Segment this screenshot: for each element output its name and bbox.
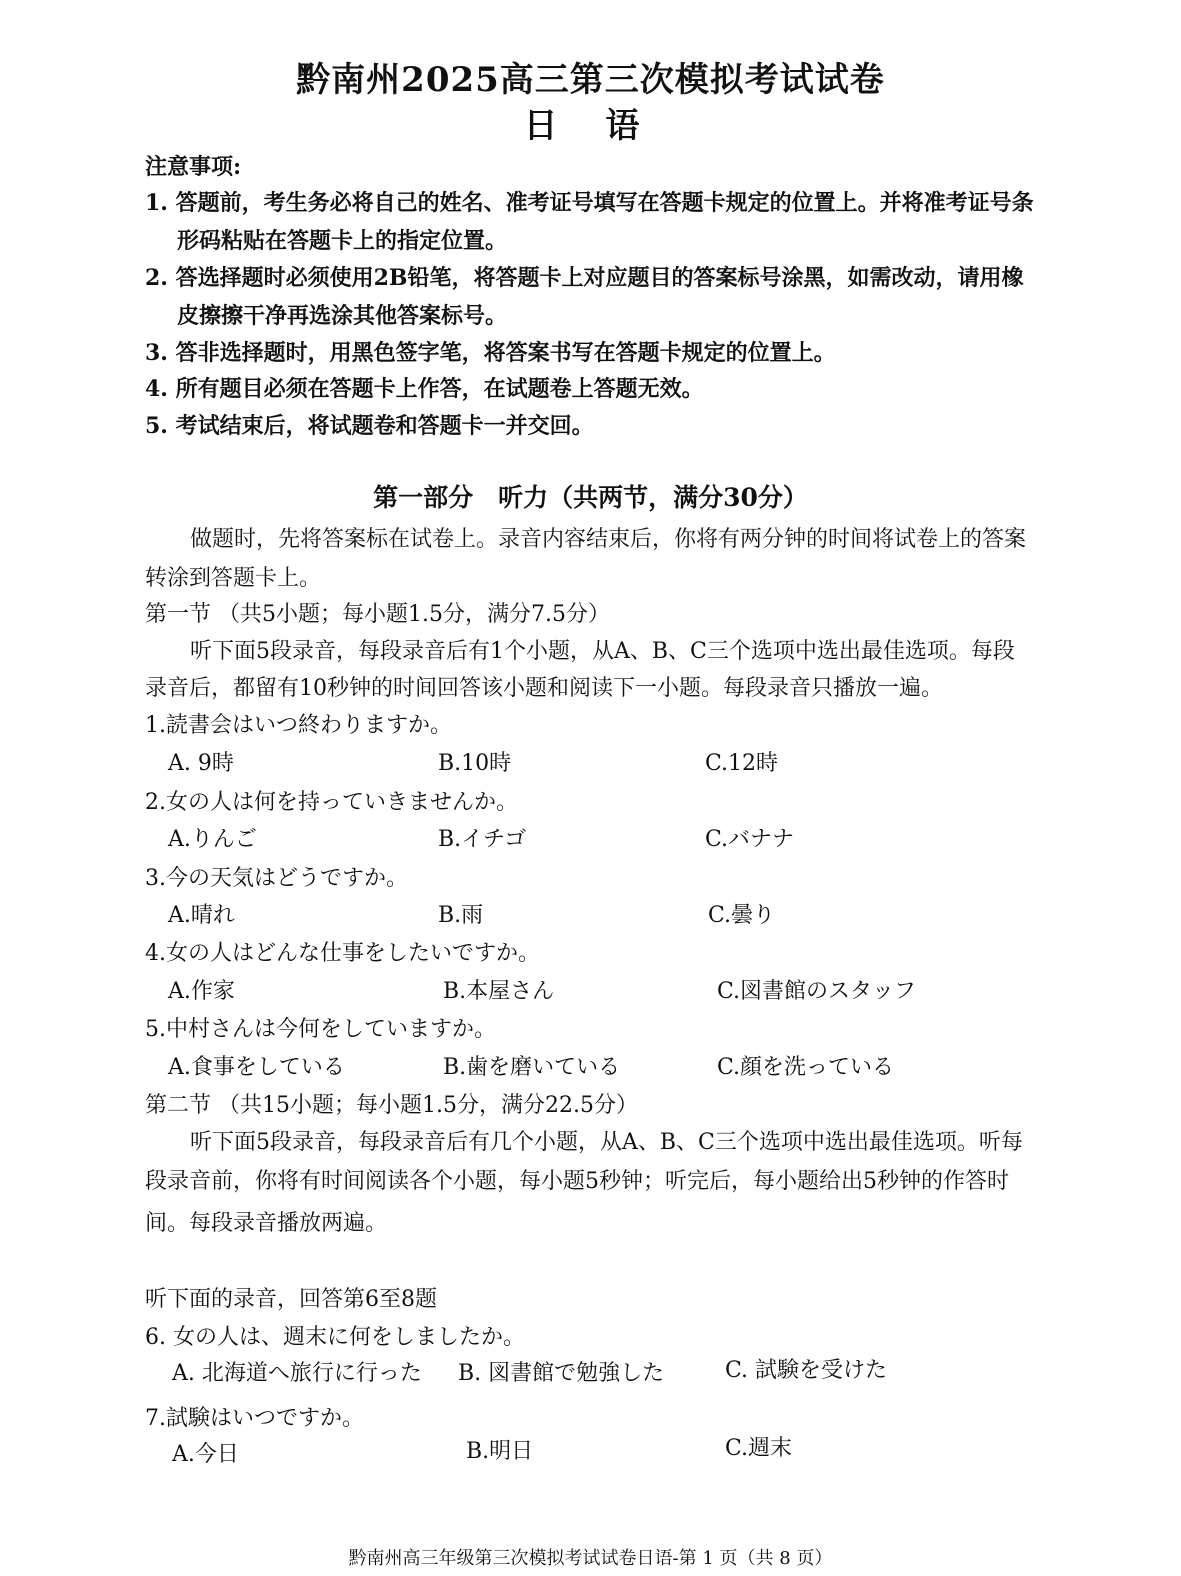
question-7: 7.試験はいつですか。 bbox=[145, 1406, 364, 1431]
section1-instr-line1: 听下面5段录音，每段录音后有1个小题，从A、B、C三个选项中选出最佳选项。每段 bbox=[190, 639, 1015, 664]
q7-option-b: B.明日 bbox=[466, 1439, 534, 1464]
question-3: 3.今の天気はどうですか。 bbox=[145, 866, 408, 891]
q2-option-b: B.イチゴ bbox=[438, 827, 527, 852]
section2-instr-line3: 间。每段录音播放两遍。 bbox=[145, 1211, 388, 1236]
q4-option-b: B.本屋さん bbox=[443, 979, 555, 1004]
section2-instr-line2: 段录音前，你将有时间阅读各个小题，每小题5秒钟；听完后，每小题给出5秒钟的作答时 bbox=[145, 1169, 1009, 1194]
notice-item-1-cont: 形码粘贴在答题卡上的指定位置。 bbox=[177, 228, 508, 254]
q4-option-a: A.作家 bbox=[168, 979, 235, 1004]
notice-item-1: 1. 答题前，考生务必将自己的姓名、准考证号填写在答题卡规定的位置上。并将准考证号条 bbox=[145, 190, 1034, 216]
question-2: 2.女の人は何を持っていきませんか。 bbox=[145, 790, 518, 815]
q3-option-a: A.晴れ bbox=[168, 903, 235, 928]
question-6: 6. 女の人は、週末に何をしましたか。 bbox=[145, 1325, 525, 1350]
q5-option-a: A.食事をしている bbox=[168, 1055, 345, 1080]
group-intro-6-8: 听下面的录音，回答第6至8题 bbox=[145, 1287, 437, 1312]
section1-heading: 第一节 （共5小题；每小题1.5分，满分7.5分） bbox=[145, 602, 610, 627]
q7-option-a: A.今日 bbox=[172, 1442, 239, 1467]
section2-instr-line1: 听下面5段录音，每段录音后有几个小题，从A、B、C三个选项中选出最佳选项。听每 bbox=[190, 1130, 1023, 1155]
q1-option-c: C.12時 bbox=[705, 751, 779, 776]
q1-option-b: B.10時 bbox=[438, 751, 512, 776]
q6-option-a: A. 北海道へ旅行に行った bbox=[172, 1361, 422, 1386]
section2-heading: 第二节 （共15小题；每小题1.5分，满分22.5分） bbox=[145, 1093, 638, 1118]
exam-title: 黔南州2025高三第三次模拟考试试卷 bbox=[296, 60, 885, 100]
q2-option-c: C.バナナ bbox=[705, 827, 795, 852]
q6-option-b: B. 図書館で勉強した bbox=[458, 1361, 665, 1386]
notice-heading: 注意事项: bbox=[145, 154, 242, 180]
question-1: 1.読書会はいつ終わりますか。 bbox=[145, 713, 452, 738]
notice-item-5: 5. 考试结束后，将试题卷和答题卡一并交回。 bbox=[145, 413, 594, 439]
q6-option-c: C. 試験を受けた bbox=[725, 1358, 888, 1383]
notice-item-3: 3. 答非选择题时，用黑色签字笔，将答案书写在答题卡规定的位置上。 bbox=[145, 340, 836, 366]
notice-item-2: 2. 答选择题时必须使用2B铅笔，将答题卡上对应题目的答案标号涂黑，如需改动，请用橡 bbox=[145, 265, 1024, 291]
question-4: 4.女の人はどんな仕事をしたいですか。 bbox=[145, 941, 540, 966]
q4-option-c: C.図書館のスタッフ bbox=[717, 979, 917, 1004]
q3-option-c: C.曇り bbox=[708, 903, 776, 928]
question-5: 5.中村さんは今何をしていますか。 bbox=[145, 1017, 496, 1042]
q3-option-b: B.雨 bbox=[438, 903, 484, 928]
subject-title: 日 语 bbox=[523, 106, 658, 146]
q2-option-a: A.りんご bbox=[168, 827, 257, 852]
notice-item-4: 4. 所有题目必须在答题卡上作答，在试题卷上答题无效。 bbox=[145, 376, 704, 402]
part1-intro-line1: 做题时，先将答案标在试卷上。录音内容结束后，你将有两分钟的时间将试卷上的答案 bbox=[190, 527, 1027, 552]
q1-option-a: A. 9時 bbox=[168, 751, 234, 776]
q5-option-b: B.歯を磨いている bbox=[443, 1055, 621, 1080]
q5-option-c: C.顔を洗っている bbox=[717, 1055, 895, 1080]
section1-instr-line2: 录音后，都留有10秒钟的时间回答该小题和阅读下一小题。每段录音只播放一遍。 bbox=[145, 676, 943, 701]
page-footer: 黔南州高三年级第三次模拟考试试卷日语-第 1 页（共 8 页） bbox=[348, 1548, 833, 1569]
part1-title: 第一部分 听力（共两节，满分30分） bbox=[373, 483, 808, 512]
q7-option-c: C.週末 bbox=[725, 1436, 793, 1461]
notice-item-2-cont: 皮擦擦干净再选涂其他答案标号。 bbox=[177, 303, 508, 329]
part1-intro-line2: 转涂到答题卡上。 bbox=[145, 566, 322, 591]
